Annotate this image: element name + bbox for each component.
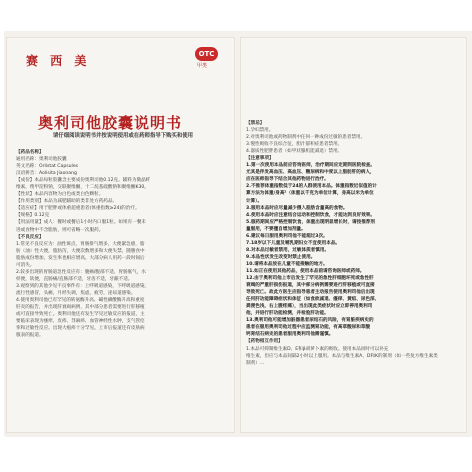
text-line: 他，并进行肝功能检测，并检验肝功能。: [246, 311, 329, 317]
section-heading: 【药品名称】: [16, 150, 44, 155]
brand-logo: 赛 西 美: [26, 54, 91, 68]
text-line: 6.建议每日服用奥利司他不能超过3次。: [246, 233, 328, 239]
text-line: 计算）。: [246, 198, 263, 204]
section-heading: 【药物相互作用】: [246, 339, 283, 345]
text-line: 3.服用本品时应尽量减少摄入脂肪含量高的食物。: [246, 205, 348, 211]
text-line: 4.使用本品时应注意结合运动和控制饮食，才能达到良好效果。: [246, 212, 375, 218]
text-line: 2.不推荐体重指数低于24的人群使用本品。体重指数近似值的计: [246, 184, 377, 190]
text-line: 7.18岁以下儿童及哺乳期妇女不宜使用本品。: [246, 240, 341, 246]
text-line: 【适应症】用于肥胖或体重超重患者(体重指数≥24)的治疗。: [16, 206, 140, 212]
text-line: 2.较多出现的胃肠道急性反应有：腹痛/腹部不适，胃肠胀气，水: [16, 269, 146, 275]
text-line: 钙肾结石病史的患者服用奥利司他需谨慎。: [246, 332, 334, 338]
text-line: 衰竭的严重肝损伤报道，其中部分病例需要进行肝移植或可直接: [246, 283, 375, 289]
text-line: 应在医师指导下结合其他药物进行治疗。: [246, 177, 329, 183]
text-line: 肝炎的报告，并出现肝衰竭病例，其中部分患者需要进行肝移植: [16, 305, 145, 311]
text-line: 流行性感冒，头痛，月经失调，焦虑，疲劳，泌尿道感染。: [16, 290, 136, 296]
section-heading: 【禁忌】: [246, 121, 265, 126]
text-line: 患者在服用奥利司他过程中应监测肾功能，有高草酸尿和草酸: [246, 325, 371, 331]
text-line: 或可直接导致死亡。奥利司他还有发生罕见过敏反应的报道，主: [16, 312, 145, 318]
text-line: 英文名称：Orlistat Capsules: [16, 164, 79, 170]
text-line: 5.服药期间应严格控制饮食，体重出现明显增长时，请按推荐剂: [246, 219, 375, 225]
text-line: 进或食物中不含脂肪，则可省略一次服药。: [16, 227, 104, 233]
text-line: 3.观察到的其他少见不良事件有：上呼吸道感染，下呼吸道感染，: [16, 283, 150, 289]
usage-warning: 请仔细阅读说明书并按说明使用或在药师指导下购买和使用: [52, 133, 194, 139]
text-line: 10.请将本品放在儿童不能接触的地方。: [246, 261, 328, 267]
document-title: 奥利司他胶囊说明书: [38, 114, 183, 132]
text-line: 挛和过敏性反应。出现大疱疹十分罕见。上市后报道还有皮肤病: [16, 326, 145, 332]
text-line: 制剂）...: [246, 360, 265, 366]
text-line: 11.如正在使用其他药品，使用本品前请咨询医师或药师。: [246, 268, 365, 274]
text-line: 3.慢性吸收不良综合征，胆汁郁积症患者禁用。: [246, 142, 343, 148]
text-line: 汉语拼音：Aolisita Jiaonang: [16, 171, 77, 177]
text-line: 粪便色浅，右上腹疼痛），当出现此类症状时应立即停用奥利司: [246, 304, 373, 310]
right-page-text: [246, 120, 462, 367]
text-line: 1.孕妇禁用。: [246, 128, 274, 134]
otc-badge: OTC: [195, 47, 218, 61]
text-line: 9.本品性状发生改变时禁止使用。: [246, 254, 316, 260]
text-line: 【作用类别】本品为减肥辅助的类非处方药药品。: [16, 199, 118, 205]
text-line: 要临床表现为瘙痒、皮疹、荨麻疹、血管神经性水肿，支气管痉: [16, 319, 145, 325]
section-heading: 【不良反应】: [16, 234, 44, 240]
text-line: 维素，羧甲淀粉钠，交联聚维酮，十二烷基硫酸钠和聚维酮K30。: [16, 185, 149, 191]
text-line: 维生素，但应与本品间隔2小时以上服用。本品与维生素A、D和K的制剂（如一些复方维生素类: [246, 353, 438, 359]
text-line: 12.由于奥利司他上市后发生了罕见的急性肝细胞坏死或急性肝: [246, 276, 374, 282]
text-line: 【成份】本品每粒胶囊含主要成份奥利司他0.12克。辅料为微晶纤: [16, 178, 151, 184]
text-line: 【用法用量】成人：餐时或餐后1小时内口服1粒。如果有一餐未: [16, 220, 146, 226]
text-line: 量服用，不要擅自增加剂量。: [246, 226, 306, 232]
text-line: 样便，软便，直肠痛/直肠部不适，牙齿不适，牙龈不适。: [16, 276, 133, 282]
text-line: 1.常见不良反应为：油性斑点，胃肠排气增多，大便紧急感，脂: [16, 241, 145, 247]
text-line: 8.对本品过敏者禁用，过敏体质者慎用。: [246, 247, 330, 253]
text-line: 肪（油）性大便，脂肪泻，大便次数增多和大便失禁。随膳食中: [16, 248, 145, 254]
section-heading: 【注意事项】: [246, 156, 274, 162]
text-line: 尤其是伴发高血压、高血压、糖尿病和中度以上脂肪肝的病人，: [246, 170, 375, 176]
text-line: 【性状】本品内容物为白色或类白色颗粒。: [16, 192, 104, 198]
text-line: 13.奥利司他可能增加脏器患者尿结石的风险，有肾脏疾病史的: [246, 318, 374, 324]
text-line: 可消失。: [16, 262, 35, 268]
text-line: 服表的报道。: [16, 333, 44, 339]
text-line: 算方法为体重/身高²（体重以千克为单位计算，身高以米为单位: [246, 191, 374, 197]
text-line: 4.使用奥利司他已有罕见的转氨酶升高、碱性磷酸酶升高和重度: [16, 297, 145, 303]
text-line: 1.第一次使用本品前应咨询医师，治疗期间应定期到医院检查。: [246, 163, 375, 169]
text-line: 导致死亡。故此方医生应指导患者主动报告使用奥利司他后出现: [246, 290, 375, 296]
text-line: 通用名称：奥利司他胶囊: [16, 157, 67, 163]
text-line: 任何肝功能障碍症状和体征（如食欲减退、瘙痒、黄疸、尿色深、: [246, 297, 380, 303]
text-line: 【规格】0.12克: [16, 213, 50, 219]
text-line: 4.器质性肥胖患者（如甲状腺机能减退）禁用。: [246, 149, 343, 155]
text-line: 2.对奥利司他或药物制剂中任何一种成份过敏的患者禁用。: [246, 135, 366, 141]
text-line: 1.本品可抑制维生素D、E和β胡萝卜素的吸收。使用本品同时可以补充: [246, 346, 389, 352]
left-page-text: [16, 149, 229, 339]
otc-category-label: 甲类: [197, 63, 208, 69]
text-line: 脂肪成份增加，发生率也相应增高。大部分病人用药一段时间后: [16, 255, 145, 261]
